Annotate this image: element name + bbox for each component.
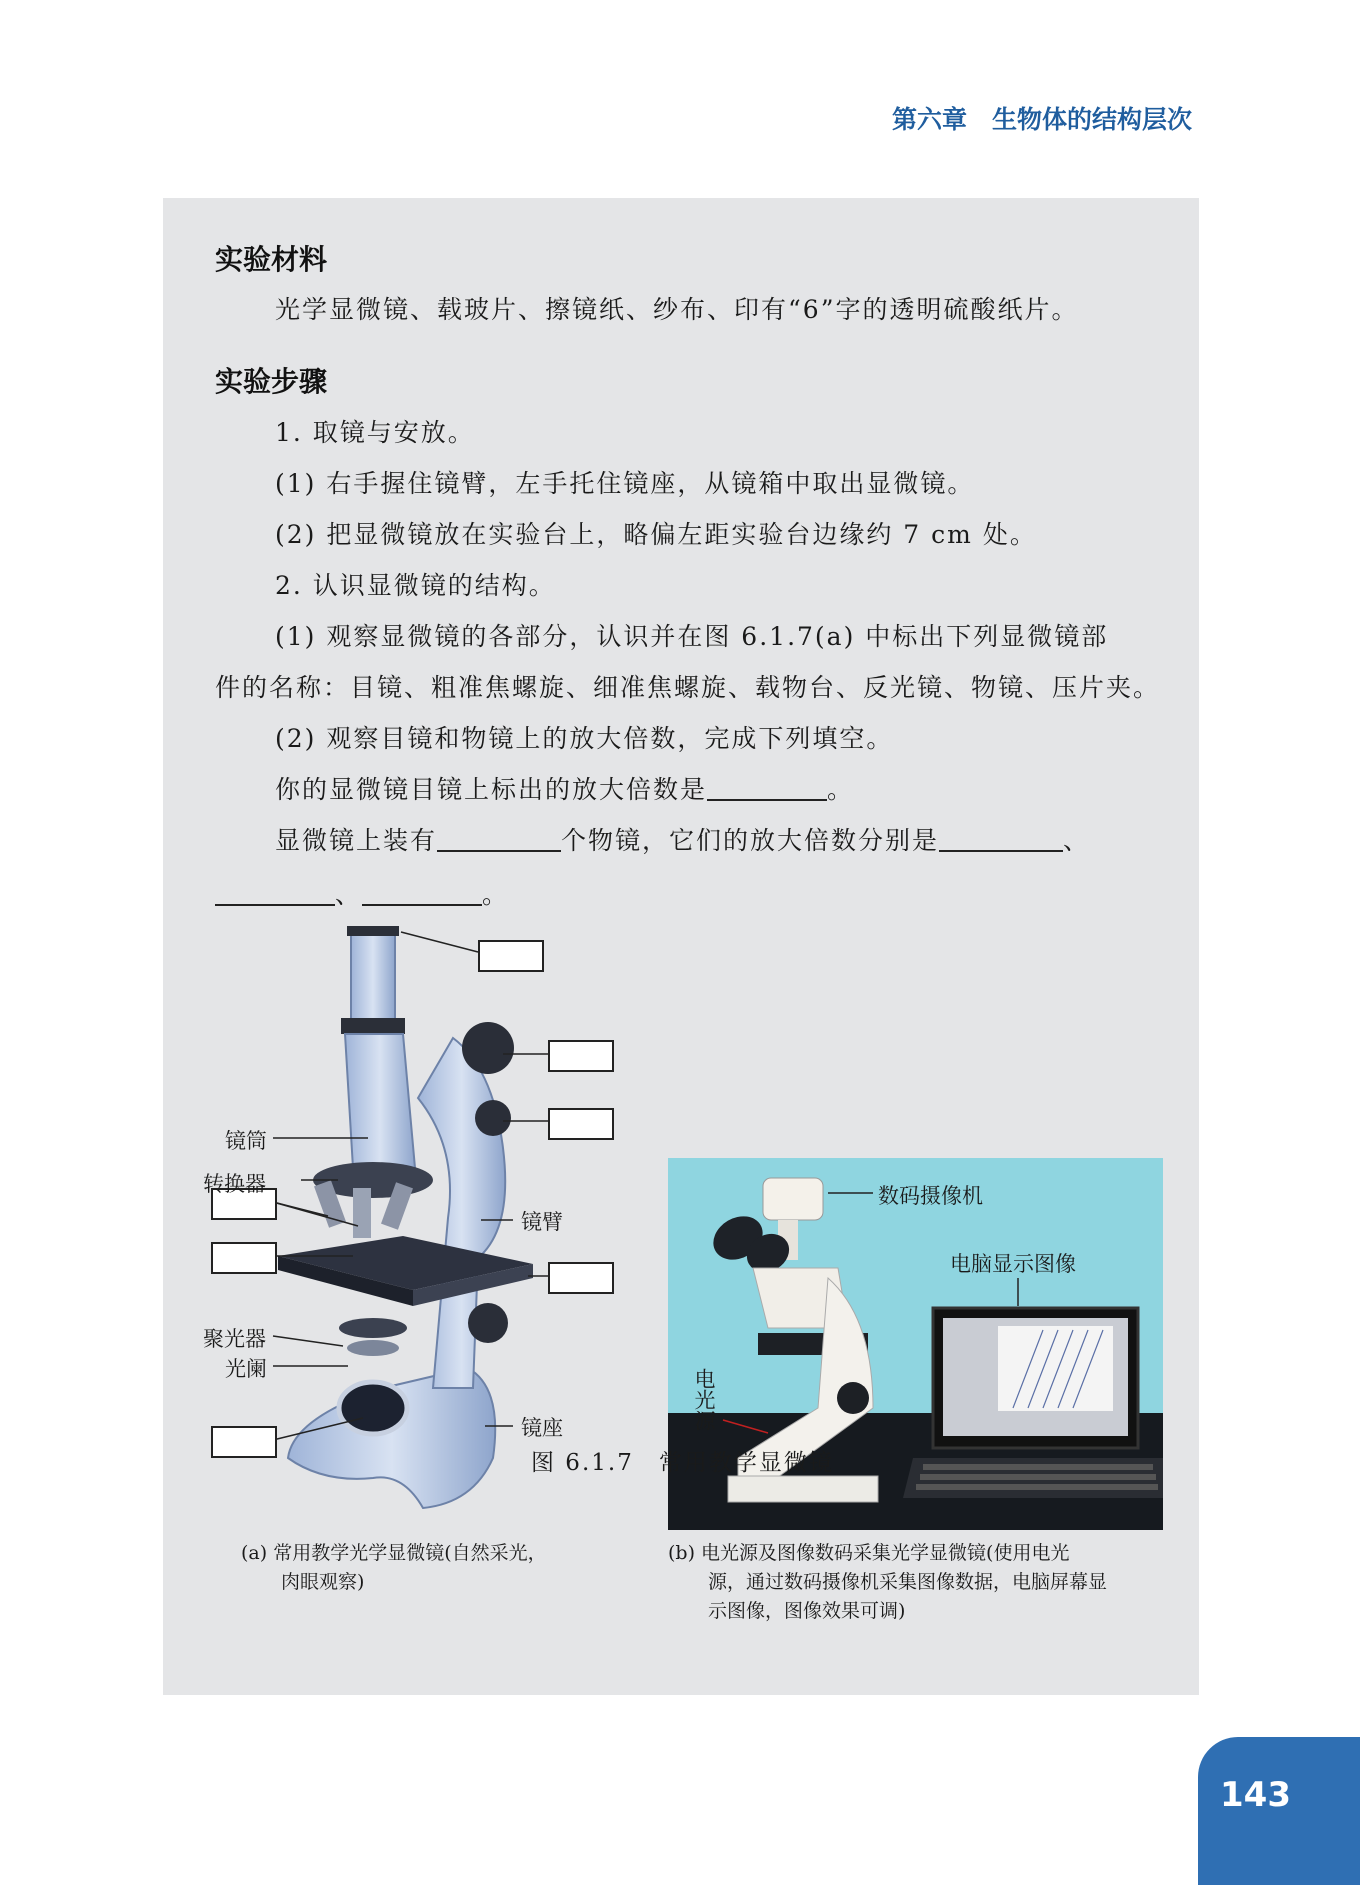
- label-condenser: 聚光器: [203, 1327, 266, 1351]
- fill1-suffix: 。: [827, 775, 855, 804]
- label-monitor: 电脑显示图像: [950, 1252, 1076, 1276]
- fill2-end: 、: [1063, 826, 1091, 855]
- caption-a-line2: 肉眼观察): [281, 1571, 365, 1593]
- step-2-1b: 件的名称：目镜、粗准焦螺旋、细准焦螺旋、载物台、反光镜、物镜、压片夹。: [215, 673, 1161, 702]
- fill2-middle: 个物镜，它们的放大倍数分别是: [561, 826, 940, 855]
- answer-blank[interactable]: [939, 850, 1063, 852]
- steps-title: 实验步骤: [215, 365, 328, 398]
- label-box-stage-clip[interactable]: [548, 1262, 614, 1294]
- caption-a-line1: (a) 常用教学光学显微镜(自然采光，: [241, 1542, 547, 1564]
- fill-line-2: [275, 821, 1090, 857]
- answer-blank[interactable]: [437, 850, 561, 852]
- materials-text: 光学显微镜、载玻片、擦镜纸、纱布、印有“6”字的透明硫酸纸片。: [275, 295, 1079, 324]
- label-box-coarse-focus[interactable]: [548, 1040, 614, 1072]
- fill3-end: 。: [482, 880, 510, 909]
- caption-b-line3: 示图像，图像效果可调): [708, 1600, 906, 1622]
- answer-blank[interactable]: [707, 799, 827, 801]
- label-tube: 镜筒: [225, 1129, 267, 1153]
- label-nosepiece: 转换器: [203, 1172, 266, 1196]
- step-1-1: (1) 右手握住镜臂，左手托住镜座，从镜箱中取出显微镜。: [275, 469, 975, 498]
- label-diaphragm: 光阑: [225, 1357, 267, 1381]
- caption-b-line2: 源，通过数码摄像机采集图像数据，电脑屏幕显: [708, 1571, 1108, 1593]
- label-box-fine-focus[interactable]: [548, 1108, 614, 1140]
- label-camera: 数码摄像机: [878, 1184, 983, 1208]
- fill1-prefix: 你的显微镜目镜上标出的放大倍数是: [275, 775, 708, 804]
- figure-a-microscope: [203, 918, 643, 1518]
- chapter-header: 第六章 生物体的结构层次: [892, 105, 1193, 134]
- label-box-eyepiece[interactable]: [478, 940, 544, 972]
- label-box-stage[interactable]: [211, 1242, 277, 1274]
- caption-b-line1: (b) 电光源及图像数码采集光学显微镜(使用电光: [668, 1542, 1070, 1564]
- materials-title: 实验材料: [215, 243, 328, 276]
- answer-blank[interactable]: [215, 904, 335, 906]
- fill-line-3: [215, 875, 509, 911]
- step-2-1a: (1) 观察显微镜的各部分，认识并在图 6.1.7(a) 中标出下列显微镜部: [275, 622, 1109, 651]
- figure-title: 图 6.1.7 常用教学显微镜: [531, 1450, 834, 1476]
- step-2-2: (2) 观察目镜和物镜上的放大倍数，完成下列填空。: [275, 724, 894, 753]
- fill3-sep: 、: [335, 880, 363, 909]
- fill-line-1: [275, 770, 854, 806]
- step-1: 1. 取镜与安放。: [275, 418, 475, 447]
- label-box-mirror[interactable]: [211, 1426, 277, 1458]
- fill2-prefix: 显微镜上装有: [275, 826, 438, 855]
- caption-b: [668, 1539, 1178, 1626]
- step-1-2: (2) 把显微镜放在实验台上，略偏左距实验台边缘约 7 cm 处。: [275, 520, 1037, 549]
- caption-a: [241, 1539, 641, 1597]
- label-arm: 镜臂: [521, 1210, 563, 1234]
- answer-blank[interactable]: [362, 904, 482, 906]
- page-number: 143: [1220, 1775, 1291, 1815]
- label-light-source: 电光源: [692, 1368, 716, 1431]
- step-2: 2. 认识显微镜的结构。: [275, 571, 556, 600]
- label-base: 镜座: [521, 1416, 563, 1440]
